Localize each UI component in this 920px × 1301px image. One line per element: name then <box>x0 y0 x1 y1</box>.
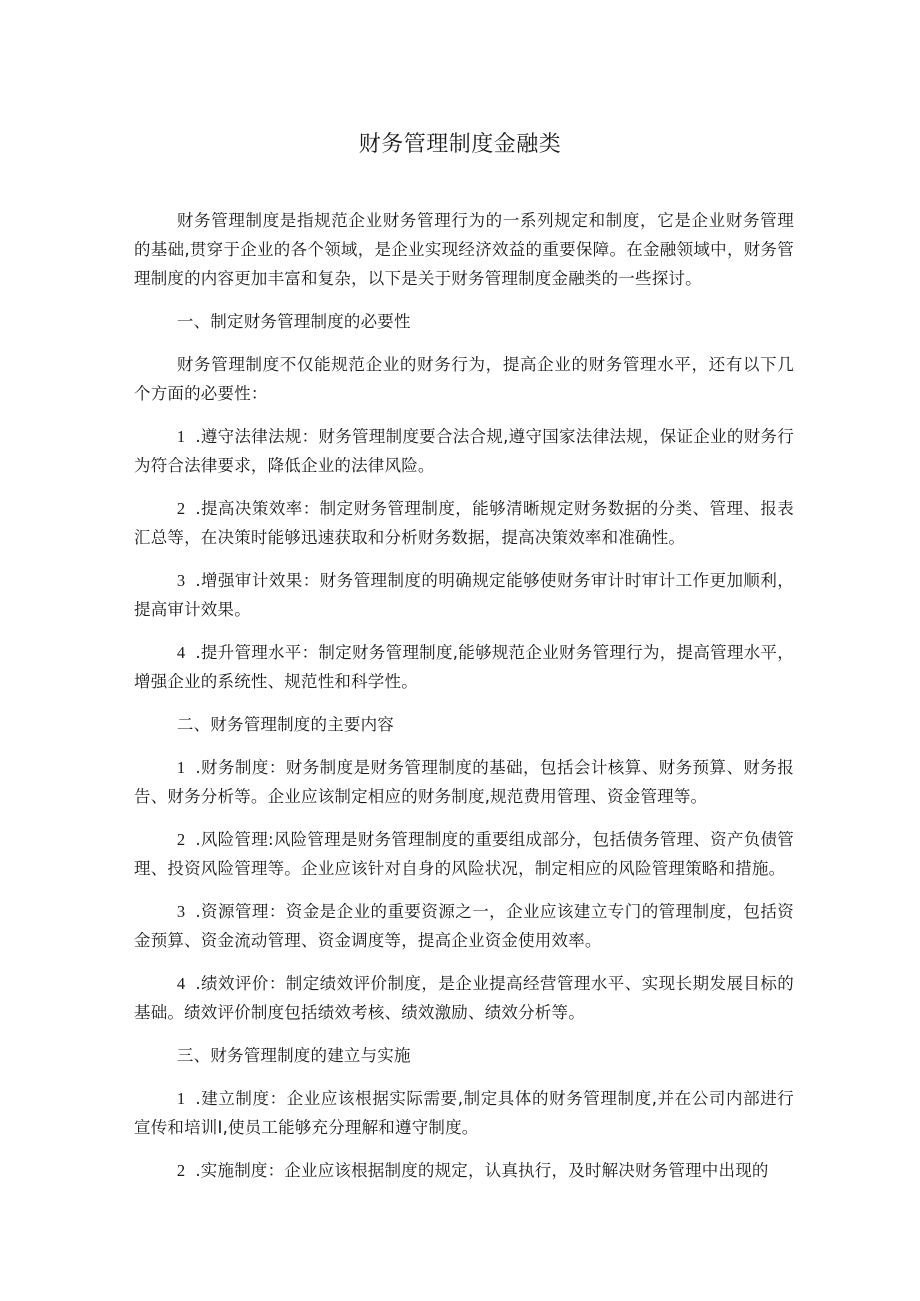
item-text: .风险管理:风险管理是财务管理制度的重要组成部分，包括债务管理、资产负债管理、投资风险管理等。企业应该针对自身的风险状况，制定相应的风险管理策略和措施。 <box>134 830 794 878</box>
item-text: .提高决策效率：制定财务管理制度，能够清晰规定财务数据的分类、管理、报表汇总等，在决策时能够迅速获取和分析财务数据，提高决策效率和准确性。 <box>134 499 794 547</box>
section-1-item-4 <box>134 638 794 696</box>
section-2-item-1 <box>134 753 794 811</box>
item-text: .实施制度：企业应该根据制度的规定，认真执行，及时解决财务管理中出现的 <box>195 1161 769 1180</box>
document-body <box>134 206 794 1199</box>
item-number: 2 <box>176 1161 186 1180</box>
document-title: 财务管理制度金融类 <box>358 132 562 157</box>
section-2-item-4 <box>134 969 794 1027</box>
section-2-heading: 二、财务管理制度的主要内容 <box>176 715 394 734</box>
section-2-item-3 <box>134 897 794 955</box>
item-text: .绩效评价：制定绩效评价制度，是企业提高经营管理水平、实现长期发展目标的基础。绩效评价制度包括绩效考核、绩效激励、绩效分析等。 <box>134 974 794 1022</box>
item-text: .财务制度：财务制度是财务管理制度的基础，包括会计核算、财务预算、财务报告、财务分析等。企业应该制定相应的财务制度,规范费用管理、资金管理等。 <box>134 758 794 806</box>
section-3-item-2 <box>134 1156 794 1185</box>
item-text: .资源管理：资金是企业的重要资源之一，企业应该建立专门的管理制度，包括资金预算、资金流动管理、资金调度等，提高企业资金使用效率。 <box>134 902 794 950</box>
item-text: .提升管理水平：制定财务管理制度,能够规范企业财务管理行为，提高管理水平，增强企业的系统性、规范性和科学性。 <box>134 643 794 691</box>
item-number: 2 <box>176 830 186 849</box>
item-text: .建立制度：企业应该根据实际需要,制定具体的财务管理制度,并在公司内部进行宣传和培训I,使员工能够充分理解和遵守制度。 <box>134 1089 794 1137</box>
section-1-item-2 <box>134 494 794 552</box>
section-3-heading: 三、财务管理制度的建立与实施 <box>176 1046 411 1065</box>
intro-paragraph: 财务管理制度是指规范企业财务管理行为的一系列规定和制度，它是企业财务管理的基础,贯穿于企业的各个领域，是企业实现经济效益的重要保障。在金融领域中，财务管理制度的内容更加丰富和复杂，以下是关于财务管理制度金融类的一些探讨。 <box>134 211 794 288</box>
item-number: 1 <box>176 1089 186 1108</box>
item-text: .遵守法律法规：财务管理制度要合法合规,遵守国家法律法规，保证企业的财务行为符合法律要求，降低企业的法律风险。 <box>134 427 794 475</box>
item-number: 4 <box>176 974 186 993</box>
item-number: 1 <box>176 427 186 446</box>
section-1-heading: 一、制定财务管理制度的必要性 <box>176 312 411 331</box>
item-text: .增强审计效果：财务管理制度的明确规定能够使财务审计时审计工作更加顺利，提高审计效果。 <box>134 571 794 619</box>
item-number: 4 <box>176 643 186 662</box>
section-2-item-2 <box>134 825 794 883</box>
item-number: 3 <box>176 571 186 590</box>
section-3-item-1 <box>134 1084 794 1142</box>
section-1-item-3 <box>134 566 794 624</box>
item-number: 2 <box>176 499 186 518</box>
section-1-lead: 财务管理制度不仅能规范企业的财务行为，提高企业的财务管理水平，还有以下几个方面的必要性： <box>134 355 794 403</box>
item-number: 3 <box>176 902 186 921</box>
section-1-item-1 <box>134 422 794 480</box>
item-number: 1 <box>176 758 186 777</box>
